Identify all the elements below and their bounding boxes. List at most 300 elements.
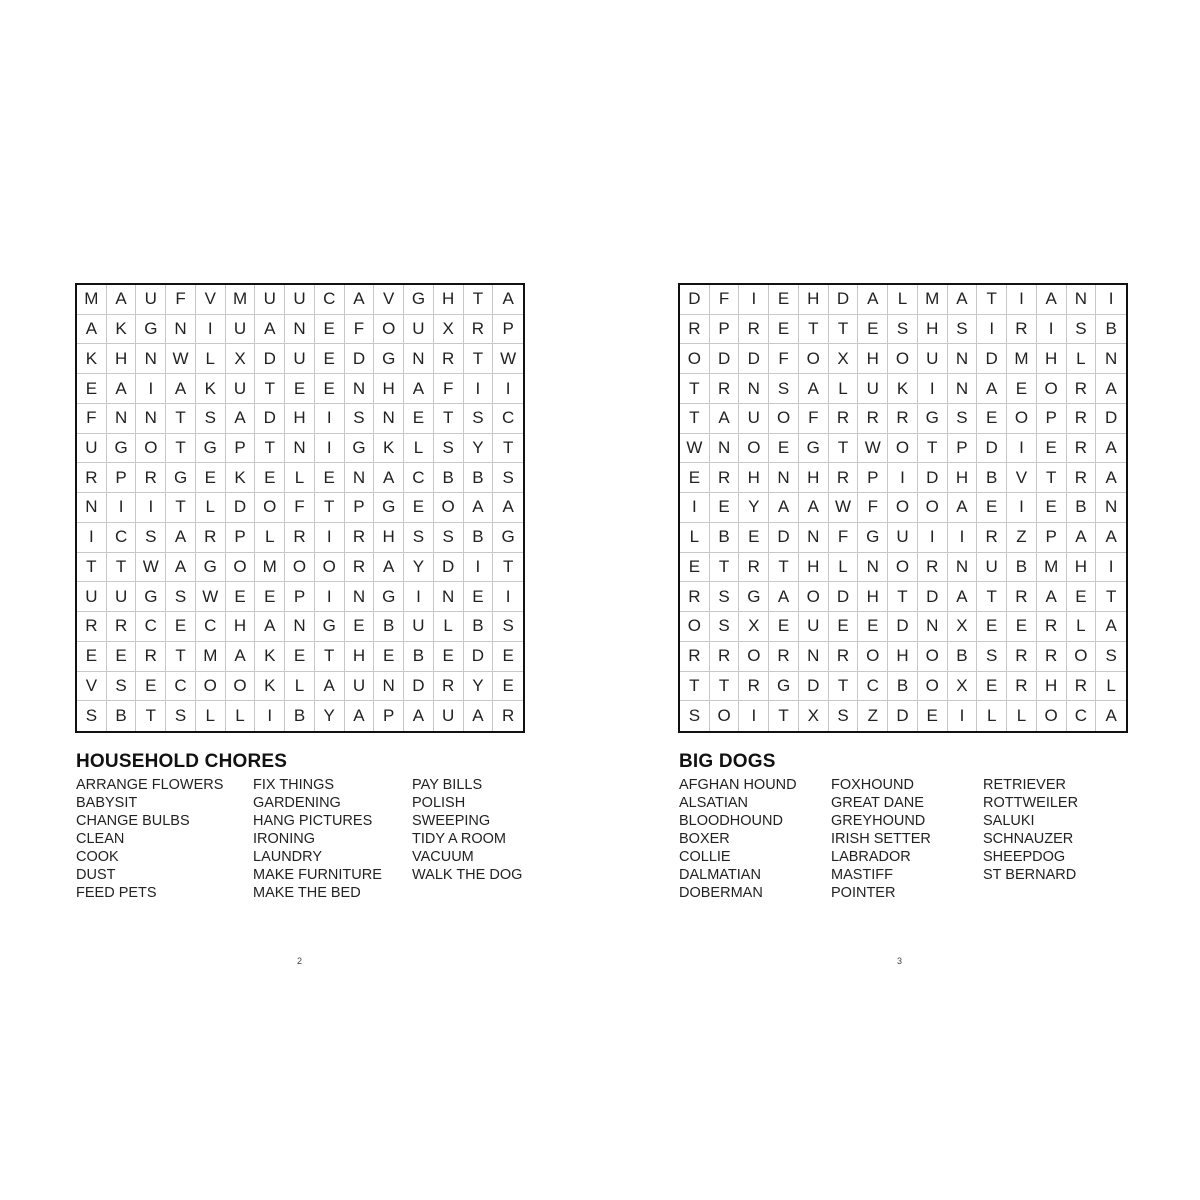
grid-letter[interactable]: F	[710, 285, 740, 315]
grid-letter[interactable]: A	[315, 672, 345, 702]
grid-letter[interactable]: C	[1067, 701, 1097, 731]
grid-letter[interactable]: M	[196, 642, 226, 672]
grid-letter[interactable]: Y	[464, 434, 494, 464]
grid-letter[interactable]: A	[493, 493, 523, 523]
grid-letter[interactable]: D	[829, 285, 859, 315]
grid-letter[interactable]: E	[1067, 582, 1097, 612]
grid-letter[interactable]: F	[166, 285, 196, 315]
grid-letter[interactable]: L	[285, 672, 315, 702]
grid-letter[interactable]: R	[710, 642, 740, 672]
grid-letter[interactable]: O	[1067, 642, 1097, 672]
grid-letter[interactable]: O	[888, 553, 918, 583]
grid-letter[interactable]: K	[888, 374, 918, 404]
grid-letter[interactable]: H	[1037, 672, 1067, 702]
grid-letter[interactable]: M	[918, 285, 948, 315]
grid-letter[interactable]: I	[493, 582, 523, 612]
grid-letter[interactable]: X	[434, 315, 464, 345]
grid-letter[interactable]: C	[107, 523, 137, 553]
grid-letter[interactable]: T	[829, 315, 859, 345]
grid-letter[interactable]: R	[1067, 463, 1097, 493]
grid-letter[interactable]: A	[226, 404, 256, 434]
grid-letter[interactable]: S	[493, 612, 523, 642]
grid-letter[interactable]: R	[1067, 404, 1097, 434]
grid-letter[interactable]: R	[739, 672, 769, 702]
grid-letter[interactable]: R	[196, 523, 226, 553]
grid-letter[interactable]: Y	[315, 701, 345, 731]
grid-letter[interactable]: T	[166, 642, 196, 672]
grid-letter[interactable]: A	[166, 523, 196, 553]
grid-letter[interactable]: M	[255, 553, 285, 583]
grid-letter[interactable]: U	[226, 374, 256, 404]
grid-letter[interactable]: M	[77, 285, 107, 315]
grid-letter[interactable]: K	[374, 434, 404, 464]
grid-letter[interactable]: U	[77, 434, 107, 464]
grid-letter[interactable]: I	[464, 553, 494, 583]
grid-letter[interactable]: L	[434, 612, 464, 642]
grid-letter[interactable]: X	[226, 344, 256, 374]
grid-letter[interactable]: I	[1096, 553, 1126, 583]
grid-letter[interactable]: B	[404, 642, 434, 672]
grid-letter[interactable]: A	[226, 642, 256, 672]
grid-letter[interactable]: C	[136, 612, 166, 642]
grid-letter[interactable]: L	[404, 434, 434, 464]
grid-letter[interactable]: W	[136, 553, 166, 583]
grid-letter[interactable]: O	[226, 672, 256, 702]
grid-letter[interactable]: B	[977, 463, 1007, 493]
grid-letter[interactable]: L	[1096, 672, 1126, 702]
grid-letter[interactable]: R	[77, 463, 107, 493]
grid-letter[interactable]: I	[315, 434, 345, 464]
grid-letter[interactable]: O	[1037, 701, 1067, 731]
grid-letter[interactable]: S	[196, 404, 226, 434]
grid-letter[interactable]: H	[948, 463, 978, 493]
grid-letter[interactable]: A	[464, 701, 494, 731]
grid-letter[interactable]: A	[166, 374, 196, 404]
grid-letter[interactable]: D	[464, 642, 494, 672]
grid-letter[interactable]: L	[285, 463, 315, 493]
grid-letter[interactable]: G	[739, 582, 769, 612]
grid-letter[interactable]: I	[680, 493, 710, 523]
grid-letter[interactable]: L	[888, 285, 918, 315]
grid-letter[interactable]: R	[739, 315, 769, 345]
grid-letter[interactable]: F	[345, 315, 375, 345]
grid-letter[interactable]: A	[107, 285, 137, 315]
grid-letter[interactable]: S	[493, 463, 523, 493]
grid-letter[interactable]: H	[1067, 553, 1097, 583]
grid-letter[interactable]: T	[464, 285, 494, 315]
grid-letter[interactable]: E	[1007, 374, 1037, 404]
grid-letter[interactable]: T	[77, 553, 107, 583]
grid-letter[interactable]: D	[404, 672, 434, 702]
grid-letter[interactable]: O	[1037, 374, 1067, 404]
grid-letter[interactable]: A	[464, 493, 494, 523]
grid-letter[interactable]: T	[769, 553, 799, 583]
grid-letter[interactable]: W	[166, 344, 196, 374]
grid-letter[interactable]: I	[1037, 315, 1067, 345]
grid-letter[interactable]: R	[136, 463, 166, 493]
grid-letter[interactable]: L	[829, 553, 859, 583]
grid-letter[interactable]: O	[739, 434, 769, 464]
grid-letter[interactable]: D	[710, 344, 740, 374]
grid-letter[interactable]: O	[888, 434, 918, 464]
grid-letter[interactable]: O	[680, 344, 710, 374]
grid-letter[interactable]: L	[1067, 344, 1097, 374]
grid-letter[interactable]: A	[1096, 523, 1126, 553]
grid-letter[interactable]: I	[315, 523, 345, 553]
grid-letter[interactable]: R	[136, 642, 166, 672]
grid-letter[interactable]: S	[948, 315, 978, 345]
grid-letter[interactable]: I	[464, 374, 494, 404]
grid-letter[interactable]: G	[196, 434, 226, 464]
grid-letter[interactable]: D	[888, 612, 918, 642]
grid-letter[interactable]: A	[374, 463, 404, 493]
grid-letter[interactable]: L	[196, 493, 226, 523]
grid-letter[interactable]: C	[166, 672, 196, 702]
grid-letter[interactable]: E	[977, 672, 1007, 702]
grid-letter[interactable]: P	[1037, 404, 1067, 434]
grid-letter[interactable]: G	[374, 493, 404, 523]
grid-letter[interactable]: I	[493, 374, 523, 404]
grid-letter[interactable]: S	[166, 701, 196, 731]
grid-letter[interactable]: I	[107, 493, 137, 523]
grid-letter[interactable]: H	[226, 612, 256, 642]
grid-letter[interactable]: D	[769, 523, 799, 553]
grid-letter[interactable]: T	[829, 434, 859, 464]
grid-letter[interactable]: G	[918, 404, 948, 434]
grid-letter[interactable]: R	[680, 642, 710, 672]
grid-letter[interactable]: Z	[858, 701, 888, 731]
grid-letter[interactable]: O	[918, 672, 948, 702]
grid-letter[interactable]: R	[769, 642, 799, 672]
grid-letter[interactable]: T	[255, 374, 285, 404]
grid-letter[interactable]: I	[136, 374, 166, 404]
grid-letter[interactable]: O	[255, 493, 285, 523]
grid-letter[interactable]: E	[1037, 434, 1067, 464]
grid-letter[interactable]: E	[166, 612, 196, 642]
grid-letter[interactable]: G	[345, 434, 375, 464]
grid-letter[interactable]: A	[77, 315, 107, 345]
grid-letter[interactable]: A	[769, 493, 799, 523]
grid-letter[interactable]: N	[858, 553, 888, 583]
grid-letter[interactable]: A	[769, 582, 799, 612]
grid-letter[interactable]: N	[918, 612, 948, 642]
grid-letter[interactable]: U	[404, 612, 434, 642]
grid-letter[interactable]: R	[858, 404, 888, 434]
grid-letter[interactable]: G	[769, 672, 799, 702]
grid-letter[interactable]: E	[977, 404, 1007, 434]
grid-letter[interactable]: T	[1037, 463, 1067, 493]
grid-letter[interactable]: F	[77, 404, 107, 434]
grid-letter[interactable]: E	[226, 582, 256, 612]
grid-letter[interactable]: I	[888, 463, 918, 493]
grid-letter[interactable]: H	[858, 582, 888, 612]
grid-letter[interactable]: G	[374, 582, 404, 612]
grid-letter[interactable]: P	[710, 315, 740, 345]
grid-letter[interactable]: E	[315, 344, 345, 374]
grid-letter[interactable]: S	[977, 642, 1007, 672]
grid-letter[interactable]: P	[285, 582, 315, 612]
grid-letter[interactable]: N	[1096, 493, 1126, 523]
grid-letter[interactable]: A	[858, 285, 888, 315]
grid-letter[interactable]: E	[710, 493, 740, 523]
grid-letter[interactable]: G	[196, 553, 226, 583]
grid-letter[interactable]: E	[769, 315, 799, 345]
grid-letter[interactable]: Y	[404, 553, 434, 583]
grid-letter[interactable]: O	[888, 493, 918, 523]
grid-letter[interactable]: N	[285, 612, 315, 642]
grid-letter[interactable]: L	[680, 523, 710, 553]
grid-letter[interactable]: L	[196, 701, 226, 731]
grid-letter[interactable]: I	[918, 374, 948, 404]
grid-letter[interactable]: V	[196, 285, 226, 315]
grid-letter[interactable]: E	[493, 642, 523, 672]
grid-letter[interactable]: S	[77, 701, 107, 731]
grid-letter[interactable]: H	[345, 642, 375, 672]
grid-letter[interactable]: T	[464, 344, 494, 374]
grid-letter[interactable]: U	[434, 701, 464, 731]
grid-letter[interactable]: R	[1007, 582, 1037, 612]
grid-letter[interactable]: O	[680, 612, 710, 642]
grid-letter[interactable]: A	[166, 553, 196, 583]
grid-letter[interactable]: E	[680, 463, 710, 493]
grid-letter[interactable]: A	[799, 493, 829, 523]
grid-letter[interactable]: G	[315, 612, 345, 642]
grid-letter[interactable]: P	[858, 463, 888, 493]
grid-letter[interactable]: B	[1007, 553, 1037, 583]
grid-letter[interactable]: H	[799, 463, 829, 493]
grid-letter[interactable]: I	[196, 315, 226, 345]
grid-letter[interactable]: N	[710, 434, 740, 464]
grid-letter[interactable]: D	[255, 344, 285, 374]
grid-letter[interactable]: H	[285, 404, 315, 434]
grid-letter[interactable]: H	[799, 285, 829, 315]
grid-letter[interactable]: O	[226, 553, 256, 583]
grid-letter[interactable]: G	[136, 315, 166, 345]
grid-letter[interactable]: D	[888, 701, 918, 731]
grid-letter[interactable]: U	[285, 344, 315, 374]
grid-letter[interactable]: E	[739, 523, 769, 553]
grid-letter[interactable]: N	[948, 344, 978, 374]
grid-letter[interactable]: N	[769, 463, 799, 493]
grid-letter[interactable]: E	[680, 553, 710, 583]
grid-letter[interactable]: P	[493, 315, 523, 345]
grid-letter[interactable]: R	[829, 642, 859, 672]
grid-letter[interactable]: R	[285, 523, 315, 553]
grid-letter[interactable]: P	[226, 434, 256, 464]
grid-letter[interactable]: F	[829, 523, 859, 553]
grid-letter[interactable]: U	[977, 553, 1007, 583]
grid-letter[interactable]: I	[1007, 285, 1037, 315]
grid-letter[interactable]: W	[680, 434, 710, 464]
grid-letter[interactable]: N	[799, 642, 829, 672]
grid-letter[interactable]: A	[107, 374, 137, 404]
grid-letter[interactable]: N	[404, 344, 434, 374]
grid-letter[interactable]: A	[374, 553, 404, 583]
grid-letter[interactable]: T	[918, 434, 948, 464]
grid-letter[interactable]: Y	[739, 493, 769, 523]
grid-letter[interactable]: I	[1007, 493, 1037, 523]
grid-letter[interactable]: R	[464, 315, 494, 345]
grid-letter[interactable]: U	[107, 582, 137, 612]
grid-letter[interactable]: C	[315, 285, 345, 315]
grid-letter[interactable]: V	[77, 672, 107, 702]
grid-letter[interactable]: E	[858, 612, 888, 642]
grid-letter[interactable]: S	[345, 404, 375, 434]
grid-letter[interactable]: K	[196, 374, 226, 404]
grid-letter[interactable]: O	[918, 493, 948, 523]
grid-letter[interactable]: D	[255, 404, 285, 434]
grid-letter[interactable]: N	[107, 404, 137, 434]
grid-letter[interactable]: E	[107, 642, 137, 672]
grid-letter[interactable]: H	[434, 285, 464, 315]
grid-letter[interactable]: S	[680, 701, 710, 731]
grid-letter[interactable]: D	[1096, 404, 1126, 434]
grid-letter[interactable]: O	[769, 404, 799, 434]
grid-letter[interactable]: S	[107, 672, 137, 702]
grid-letter[interactable]: D	[345, 344, 375, 374]
grid-letter[interactable]: E	[769, 434, 799, 464]
grid-letter[interactable]: B	[374, 612, 404, 642]
grid-letter[interactable]: C	[858, 672, 888, 702]
grid-letter[interactable]: A	[345, 701, 375, 731]
grid-letter[interactable]: S	[948, 404, 978, 434]
grid-letter[interactable]: W	[858, 434, 888, 464]
grid-letter[interactable]: E	[404, 404, 434, 434]
grid-letter[interactable]: X	[739, 612, 769, 642]
grid-letter[interactable]: U	[77, 582, 107, 612]
grid-letter[interactable]: N	[77, 493, 107, 523]
grid-letter[interactable]: O	[285, 553, 315, 583]
grid-letter[interactable]: L	[226, 701, 256, 731]
grid-letter[interactable]: N	[434, 582, 464, 612]
grid-letter[interactable]: A	[1037, 285, 1067, 315]
grid-letter[interactable]: T	[493, 553, 523, 583]
grid-letter[interactable]: R	[1067, 672, 1097, 702]
grid-letter[interactable]: U	[799, 612, 829, 642]
grid-letter[interactable]: P	[948, 434, 978, 464]
grid-letter[interactable]: R	[977, 523, 1007, 553]
grid-letter[interactable]: B	[1096, 315, 1126, 345]
grid-letter[interactable]: T	[315, 493, 345, 523]
grid-letter[interactable]: D	[739, 344, 769, 374]
grid-letter[interactable]: S	[710, 612, 740, 642]
grid-letter[interactable]: R	[107, 612, 137, 642]
grid-letter[interactable]: T	[1096, 582, 1126, 612]
grid-letter[interactable]: U	[285, 285, 315, 315]
grid-letter[interactable]: R	[1067, 434, 1097, 464]
grid-letter[interactable]: E	[493, 672, 523, 702]
grid-letter[interactable]: E	[255, 582, 285, 612]
grid-letter[interactable]: E	[404, 493, 434, 523]
grid-letter[interactable]: T	[680, 672, 710, 702]
grid-letter[interactable]: E	[345, 612, 375, 642]
grid-letter[interactable]: I	[918, 523, 948, 553]
grid-letter[interactable]: U	[739, 404, 769, 434]
grid-letter[interactable]: R	[888, 404, 918, 434]
grid-letter[interactable]: T	[680, 374, 710, 404]
grid-letter[interactable]: E	[196, 463, 226, 493]
grid-letter[interactable]: X	[829, 344, 859, 374]
grid-letter[interactable]: L	[1067, 612, 1097, 642]
grid-letter[interactable]: I	[77, 523, 107, 553]
grid-letter[interactable]: I	[404, 582, 434, 612]
grid-letter[interactable]: T	[315, 642, 345, 672]
grid-letter[interactable]: F	[769, 344, 799, 374]
grid-letter[interactable]: V	[1007, 463, 1037, 493]
grid-letter[interactable]: O	[888, 344, 918, 374]
grid-letter[interactable]: O	[858, 642, 888, 672]
grid-letter[interactable]: E	[136, 672, 166, 702]
grid-letter[interactable]: S	[888, 315, 918, 345]
grid-letter[interactable]: R	[1037, 612, 1067, 642]
grid-letter[interactable]: V	[374, 285, 404, 315]
grid-letter[interactable]: K	[255, 642, 285, 672]
grid-letter[interactable]: G	[374, 344, 404, 374]
grid-letter[interactable]: I	[255, 701, 285, 731]
grid-letter[interactable]: B	[464, 612, 494, 642]
grid-letter[interactable]: B	[1067, 493, 1097, 523]
grid-letter[interactable]: L	[196, 344, 226, 374]
grid-letter[interactable]: R	[1007, 315, 1037, 345]
grid-letter[interactable]: O	[374, 315, 404, 345]
grid-letter[interactable]: G	[799, 434, 829, 464]
grid-letter[interactable]: A	[1096, 463, 1126, 493]
grid-letter[interactable]: R	[829, 404, 859, 434]
grid-letter[interactable]: A	[493, 285, 523, 315]
grid-letter[interactable]: D	[226, 493, 256, 523]
grid-letter[interactable]: F	[285, 493, 315, 523]
grid-letter[interactable]: G	[493, 523, 523, 553]
grid-letter[interactable]: E	[315, 374, 345, 404]
grid-letter[interactable]: P	[1037, 523, 1067, 553]
grid-letter[interactable]: N	[136, 404, 166, 434]
grid-letter[interactable]: H	[858, 344, 888, 374]
grid-letter[interactable]: B	[434, 463, 464, 493]
grid-letter[interactable]: T	[829, 672, 859, 702]
grid-letter[interactable]: U	[858, 374, 888, 404]
grid-letter[interactable]: I	[948, 701, 978, 731]
grid-letter[interactable]: U	[136, 285, 166, 315]
grid-letter[interactable]: A	[345, 285, 375, 315]
grid-letter[interactable]: D	[977, 344, 1007, 374]
grid-letter[interactable]: E	[77, 642, 107, 672]
grid-letter[interactable]: E	[769, 612, 799, 642]
grid-letter[interactable]: T	[888, 582, 918, 612]
grid-letter[interactable]: F	[434, 374, 464, 404]
grid-letter[interactable]: H	[799, 553, 829, 583]
grid-letter[interactable]: A	[1067, 523, 1097, 553]
grid-letter[interactable]: O	[799, 582, 829, 612]
grid-letter[interactable]: H	[918, 315, 948, 345]
grid-letter[interactable]: P	[107, 463, 137, 493]
grid-letter[interactable]: G	[858, 523, 888, 553]
grid-letter[interactable]: D	[977, 434, 1007, 464]
grid-letter[interactable]: N	[285, 434, 315, 464]
grid-letter[interactable]: N	[948, 374, 978, 404]
grid-letter[interactable]: N	[374, 404, 404, 434]
grid-letter[interactable]: T	[136, 701, 166, 731]
grid-letter[interactable]: I	[315, 582, 345, 612]
grid-letter[interactable]: S	[769, 374, 799, 404]
grid-letter[interactable]: O	[799, 344, 829, 374]
grid-letter[interactable]: S	[1067, 315, 1097, 345]
grid-letter[interactable]: U	[404, 315, 434, 345]
grid-letter[interactable]: D	[918, 582, 948, 612]
grid-letter[interactable]: N	[345, 582, 375, 612]
grid-letter[interactable]: R	[77, 612, 107, 642]
grid-letter[interactable]: I	[977, 315, 1007, 345]
grid-letter[interactable]: T	[166, 404, 196, 434]
